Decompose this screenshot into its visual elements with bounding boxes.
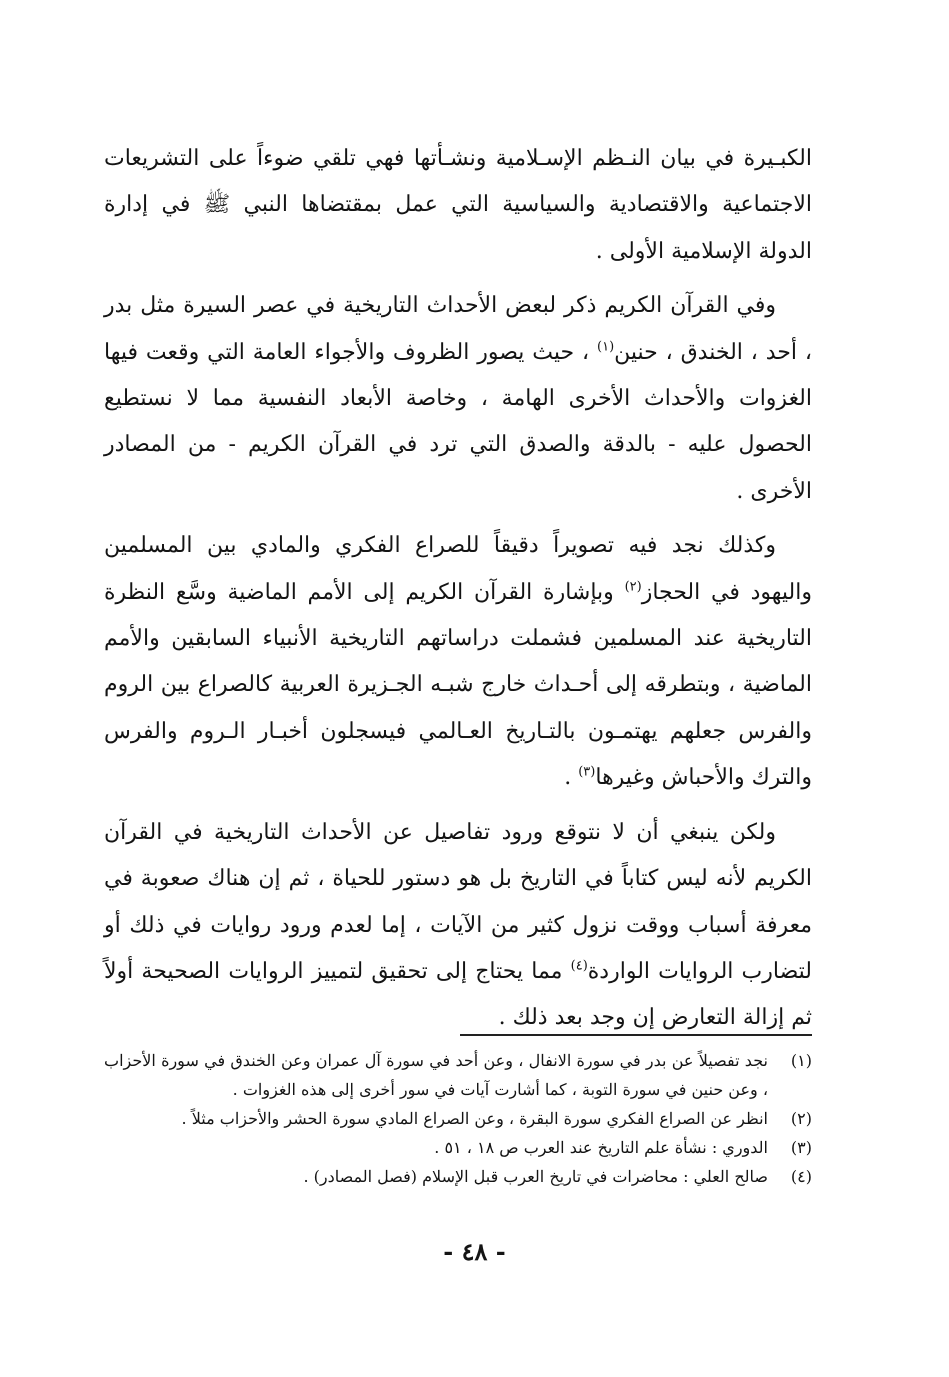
page-number: - ٤٨ - — [443, 1237, 506, 1266]
footnotes — [104, 1046, 812, 1191]
footnote-text: الدوري : نشأة علم التاريخ عند العرب ص ١٨ ، ٥١ . — [434, 1138, 768, 1157]
paragraph-3-text-c: . — [564, 765, 579, 791]
footnote-number: (٤) — [790, 1167, 812, 1186]
footnote-item — [104, 1104, 812, 1133]
footnote-item — [104, 1133, 812, 1162]
footnote-text: انظر عن الصراع الفكري سورة البقرة ، وعن الصراع المادي سورة الحشر والأحزاب مثلاً . — [181, 1109, 768, 1128]
footnote-item — [104, 1046, 812, 1104]
footnote-number: (٢) — [790, 1109, 812, 1128]
paragraph-1-text: الكبـيرة في بيان النـظم الإسـلامية ونشـأتها فهي تلقي ضوءاً على التشريعات الاجتماعية والاقتصادية والسياسية التي عمل بمقتضاها النبي ﷺ في إدارة الدولة الإسلامية الأولى . — [104, 146, 812, 264]
paragraph-4-text-b: مما يحتاج إلى تحقيق لتمييز الروايات الصحيحة أولاً ثم إزالة التعارض إن وجد بعد ذلك . — [104, 958, 812, 1031]
footnote-text: صالح العلي : محاضرات في تاريخ العرب قبل الإسلام (فصل المصادر) . — [303, 1167, 768, 1186]
paragraph-3 — [104, 523, 812, 801]
footnote-ref-4: (٤) — [570, 958, 588, 974]
footnote-text: نجد تفصيلاً عن بدر في سورة الانفال ، وعن أحد في سورة آل عمران وعن الخندق في سورة الأحزاب ، وعن حنين في سورة التوبة ، كما أشارت آيات في سور أخرى إلى هذه الغزوات . — [104, 1051, 768, 1099]
footnote-number: (٣) — [790, 1138, 812, 1157]
footnote-item — [104, 1162, 812, 1191]
footnote-ref-3: (٣) — [578, 764, 596, 780]
footnote-number: (١) — [790, 1051, 812, 1070]
paragraph-4-text-a: ولكن ينبغي أن لا نتوقع ورود تفاصيل عن الأحداث التاريخية في القرآن الكريم لأنه ليس كتاباً في التاريخ بل هو دستور للحياة ، ثم إن هناك صعوبة في معرفة أسباب ووقت نزول كثير من الآيات ، إما لعدم ورود روايات في ذلك أو لتضارب الروايات الواردة — [104, 819, 812, 984]
paragraph-2 — [104, 283, 812, 515]
paragraph-3-text-b: وبإشارة القرآن الكريم إلى الأمم الماضية وسَّع النظرة التاريخية عند المسلمين فشملت دراساتهم التاريخية الأنبياء السابقين والأمم الماضية ، وبتطرقه إلى أحـداث خارج شبـه الجـزيرة العربية كالصراع بين الروم والفرس جعلهم يهتمـون بالتـاريخ العـالمي فيسجلون أخبـار الـروم والفرس والترك والأحباش وغيرها — [104, 579, 813, 791]
paragraph-3-text-a: وكذلك نجد فيه تصويراً دقيقاً للصراع الفكري والمادي بين المسلمين واليهود في الحجاز — [104, 533, 812, 605]
paragraph-2-text-a: وفي القرآن الكريم ذكر لبعض الأحداث التاريخية في عصر السيرة مثل بدر ، أحد ، الخندق ، حنين — [104, 293, 812, 365]
paragraph-1 — [104, 136, 812, 275]
paragraph-2-text-b: ، حيث يصور الظروف والأجواء العامة التي وقعت فيها الغزوات والأحداث الأخرى الهامة ، وخاصة الأبعاد النفسية مما لا نستطيع الحصول عليه - بالدقة والصدق التي ترد في القرآن الكريم - من المصادر الأخرى . — [104, 339, 812, 504]
main-text — [104, 136, 812, 1042]
footnote-divider — [460, 1034, 812, 1036]
footnote-ref-1: (١) — [597, 339, 615, 355]
paragraph-4 — [104, 810, 812, 1042]
footnote-ref-2: (٢) — [624, 579, 642, 595]
